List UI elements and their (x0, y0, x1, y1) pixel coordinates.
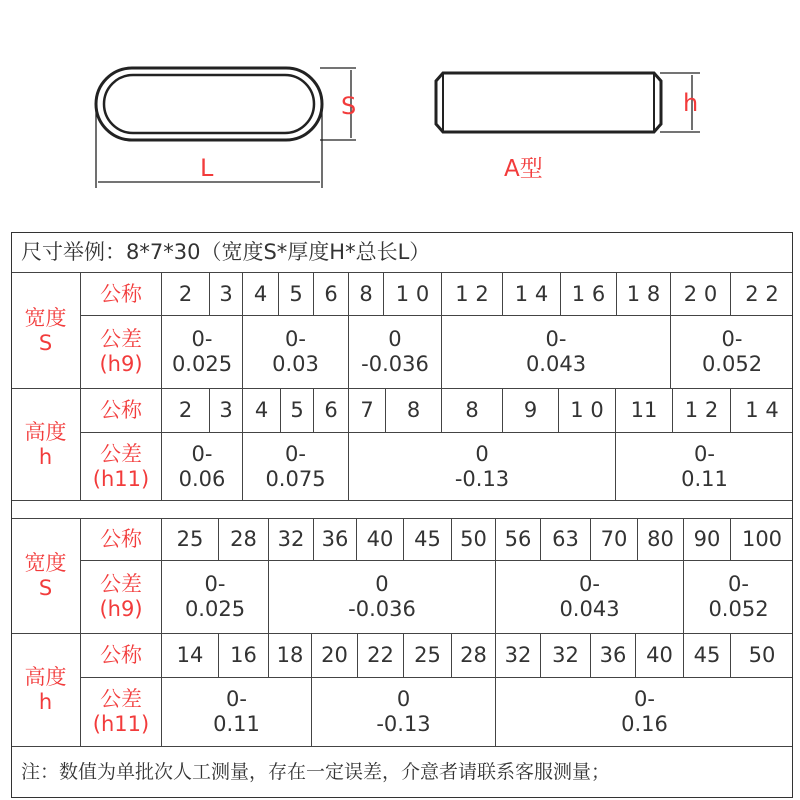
width-nominal-cell: 5 (278, 272, 313, 315)
height-tolerance-cell: 0- 0.16 (495, 677, 793, 746)
width-tolerance-cell: 0 -0.036 (268, 560, 495, 633)
width-tolerance-cell: 0 -0.036 (348, 315, 441, 388)
height-tolerance-cell: 0 -0.13 (348, 432, 615, 500)
width-nominal-cell: 2 2 (730, 272, 793, 315)
height-nominal-cell: 4 (242, 388, 280, 432)
nominal-label: 公称 (80, 518, 161, 560)
width-nominal-cell: 25 (161, 518, 218, 560)
height-nominal-cell: 45 (683, 633, 730, 677)
width-tolerance-cell: 0- 0.043 (495, 560, 683, 633)
table-frame (11, 232, 793, 798)
label-l: L (200, 154, 214, 182)
width-nominal-cell: 100 (730, 518, 793, 560)
height-tolerance-cell: 0 -0.13 (311, 677, 495, 746)
height-nominal-cell: 1 4 (730, 388, 793, 432)
width-nominal-cell: 2 (161, 272, 209, 315)
height-nominal-cell: 8 (441, 388, 502, 432)
width-nominal-cell: 1 0 (383, 272, 441, 315)
width-s-label: 宽度 S (11, 518, 80, 633)
dimension-lines (96, 68, 700, 188)
height-nominal-cell: 36 (590, 633, 635, 677)
width-nominal-cell: 8 (348, 272, 383, 315)
height-tolerance-cell: 0- 0.11 (615, 432, 793, 500)
height-nominal-cell: 1 2 (672, 388, 730, 432)
height-nominal-cell: 40 (635, 633, 683, 677)
width-nominal-cell: 36 (313, 518, 356, 560)
height-nominal-cell: 14 (161, 633, 218, 677)
width-nominal-cell: 70 (590, 518, 637, 560)
nominal-label: 公称 (80, 388, 161, 432)
tolerance-h9-label: 公差 (h9) (80, 315, 161, 388)
width-tolerance-cell: 0- 0.025 (161, 560, 268, 633)
height-nominal-cell: 18 (268, 633, 311, 677)
width-tolerance-cell: 0- 0.025 (161, 315, 242, 388)
width-s-label: 宽度 S (11, 272, 80, 388)
height-nominal-cell: 11 (615, 388, 672, 432)
width-nominal-cell: 45 (403, 518, 451, 560)
width-tolerance-cell: 0- 0.03 (242, 315, 348, 388)
height-tolerance-cell: 0- 0.06 (161, 432, 242, 500)
height-nominal-cell: 8 (385, 388, 441, 432)
height-nominal-cell: 22 (357, 633, 403, 677)
width-nominal-cell: 40 (356, 518, 403, 560)
width-nominal-cell: 56 (495, 518, 540, 560)
label-s: S (341, 92, 357, 120)
width-nominal-cell: 6 (313, 272, 348, 315)
height-nominal-cell: 3 (209, 388, 242, 432)
height-nominal-cell: 25 (403, 633, 451, 677)
width-nominal-cell: 1 4 (502, 272, 560, 315)
side-view-outline (436, 73, 661, 132)
height-nominal-cell: 32 (495, 633, 540, 677)
height-nominal-cell: 7 (348, 388, 385, 432)
height-h-label: 高度 h (11, 633, 80, 746)
nominal-label: 公称 (80, 633, 161, 677)
width-nominal-cell: 50 (451, 518, 495, 560)
top-view-outline (96, 68, 322, 140)
width-nominal-cell: 80 (637, 518, 683, 560)
width-nominal-cell: 32 (268, 518, 313, 560)
width-nominal-cell: 4 (242, 272, 278, 315)
height-nominal-cell: 1 0 (558, 388, 615, 432)
width-nominal-cell: 1 2 (441, 272, 502, 315)
width-tolerance-cell: 0- 0.043 (441, 315, 670, 388)
height-nominal-cell: 9 (502, 388, 558, 432)
tolerance-h11-label: 公差 (h11) (80, 432, 161, 500)
width-nominal-cell: 1 8 (616, 272, 670, 315)
tolerance-h11-label: 公差 (h11) (80, 677, 161, 746)
width-nominal-cell: 28 (218, 518, 268, 560)
height-nominal-cell: 32 (540, 633, 590, 677)
height-nominal-cell: 20 (311, 633, 357, 677)
width-nominal-cell: 2 0 (670, 272, 730, 315)
height-h-label: 高度 h (11, 388, 80, 500)
label-h: h (683, 89, 699, 117)
height-nominal-cell: 28 (451, 633, 495, 677)
height-nominal-cell: 2 (161, 388, 209, 432)
height-tolerance-cell: 0- 0.11 (161, 677, 311, 746)
width-nominal-cell: 90 (683, 518, 730, 560)
width-nominal-cell: 3 (209, 272, 242, 315)
measurement-note: 注：数值为单批次人工测量，存在一定误差，介意者请联系客服测量； (11, 746, 793, 798)
height-nominal-cell: 6 (313, 388, 348, 432)
tolerance-h9-label: 公差 (h9) (80, 560, 161, 633)
height-nominal-cell: 50 (730, 633, 793, 677)
width-nominal-cell: 63 (540, 518, 590, 560)
nominal-label: 公称 (80, 272, 161, 315)
height-nominal-cell: 16 (218, 633, 268, 677)
width-tolerance-cell: 0- 0.052 (670, 315, 793, 388)
width-tolerance-cell: 0- 0.052 (683, 560, 793, 633)
height-nominal-cell: 5 (280, 388, 313, 432)
label-type-a: A型 (504, 156, 543, 182)
width-nominal-cell: 1 6 (560, 272, 616, 315)
size-example-title: 尺寸举例：8*7*30（宽度S*厚度H*总长L） (21, 239, 431, 264)
height-tolerance-cell: 0- 0.075 (242, 432, 348, 500)
key-drawing (0, 0, 800, 200)
